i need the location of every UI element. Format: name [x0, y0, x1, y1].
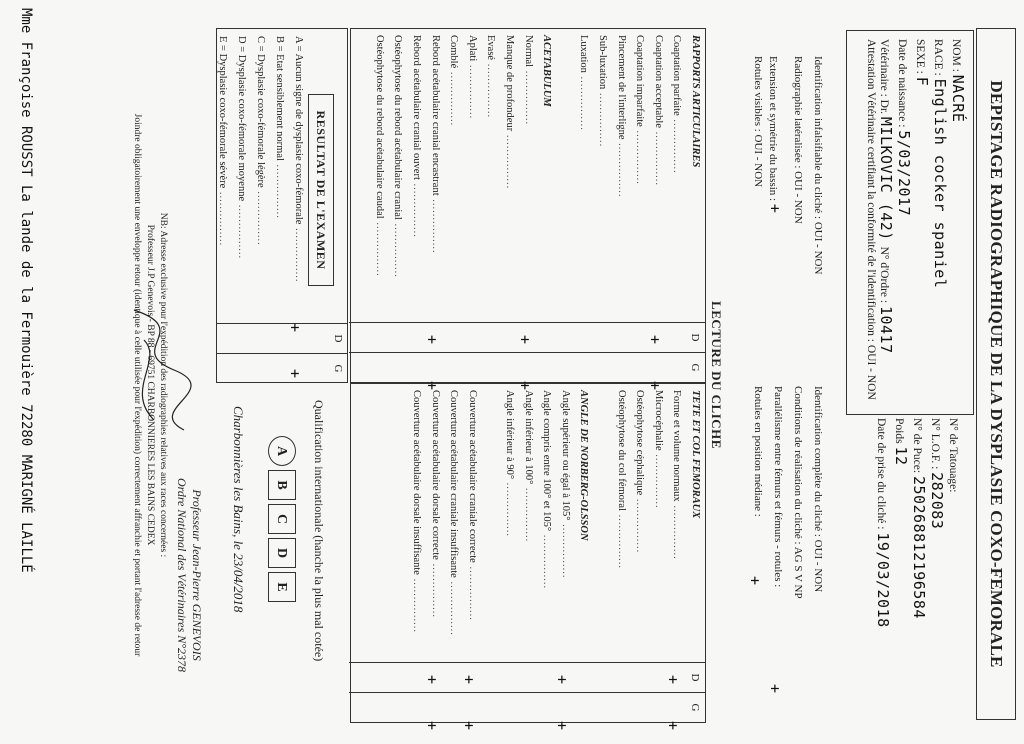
tete-label: Ostéophytose céphalique	[634, 390, 646, 496]
nb-line-1: NB: Adresse exclusive pour l'expédition des radiographies relatives aux races concernées :	[158, 212, 168, 558]
rapports-label: Pincement de l'interligne	[615, 35, 627, 140]
dot-leader: ...............	[559, 520, 571, 579]
professeur-name: Professeur Jean-Pierre GENEVOIS	[190, 489, 204, 661]
col-g-label: G	[689, 703, 701, 712]
resultat-label: E = Dysplasie coxo-fémorale sévère	[217, 36, 228, 189]
cliche-l2-right: Conditions de réalisation du cliché : AG S V NP	[792, 386, 804, 599]
acetabulum-label: Ostéophytose du rebord acétabulaire cranial	[392, 35, 404, 220]
acetabulum-row	[385, 35, 404, 278]
prise-value: 19/03/2018	[874, 532, 892, 628]
acetabulum-label: Evasé	[485, 35, 497, 61]
acetabulum-row	[366, 35, 385, 278]
norberg-row	[515, 390, 534, 636]
rapports-section-title: RAPPORTS ARTICULAIRES	[690, 35, 701, 168]
couverture-row	[422, 390, 441, 744]
couverture-row	[404, 390, 423, 636]
identity-right	[874, 418, 964, 728]
resultat-label: A = Aucun signe de dysplasie coxo-fémorale	[293, 36, 304, 225]
vet-value: MILKOVIC (42)	[877, 116, 895, 241]
tete-label: Forme et volume normaux	[671, 390, 683, 502]
rapports-row	[627, 35, 646, 278]
dot-leader: ...............	[448, 577, 460, 636]
dot-leader: ...............	[466, 562, 478, 621]
acetabulum-row	[404, 35, 423, 278]
resultat-row	[209, 36, 228, 282]
grade-box-e: E	[268, 572, 296, 602]
right-items	[404, 390, 702, 744]
rapports-row	[608, 35, 627, 278]
acetabulum-row	[515, 35, 534, 405]
resultat-row	[228, 36, 247, 282]
ordre-label: N° d'Ordre :	[878, 246, 890, 304]
cliche-l4-right: Rotules en position médiane :	[752, 386, 764, 517]
spacer	[478, 390, 497, 636]
acetabulum-row	[496, 35, 515, 278]
resultat-row	[285, 36, 304, 393]
acetabulum-row	[459, 35, 478, 278]
grade-box-d: D	[268, 538, 296, 568]
acetabulum-label: Normal	[522, 35, 534, 68]
acetabulum-row	[441, 35, 460, 278]
lecture-title: LECTURE DU CLICHE	[709, 301, 724, 449]
naissance-value: 5/03/2017	[895, 130, 913, 217]
result-col-g	[216, 353, 348, 383]
dot-leader: ...............	[634, 126, 646, 185]
vet-label: Vétérinaire : Dr.	[878, 39, 890, 115]
professeur-ordre: Ordre National des Vétérinaires N°2378	[175, 477, 189, 673]
dot-leader: ...............	[373, 218, 385, 277]
dot-leader: ...............	[522, 484, 534, 543]
tete-label: Microcéphalie	[652, 390, 664, 451]
rapports-row	[571, 35, 590, 278]
dot-leader: ...............	[541, 531, 553, 590]
dot-leader: ...............	[429, 195, 441, 254]
table-left	[350, 28, 706, 405]
norberg-label: Angle inférieur à 100°	[522, 390, 534, 485]
dot-leader: ...............	[634, 495, 646, 554]
cliche-l3-left-mark: +	[766, 203, 784, 214]
tatouage-label: N° de Tatouage:	[947, 418, 959, 493]
nom-label: NOM :	[950, 39, 962, 72]
result-col-g-label: G	[332, 364, 344, 373]
acetabulum-label: Comblé	[448, 35, 460, 69]
dot-leader: ...............	[485, 60, 497, 119]
poids-label: Poids	[893, 418, 905, 444]
col-d-label: D	[689, 333, 701, 342]
acetabulum-label: Rebord acétabulaire cranial ouvert	[411, 35, 423, 180]
couverture-row	[441, 390, 460, 636]
couverture-label: Couverture acétabulaire craniale insuffisante	[448, 390, 460, 578]
norberg-label: Angle supérieur ou égal à 105°	[559, 390, 571, 521]
nb-block	[130, 40, 169, 730]
resultat-mark: + +	[286, 323, 304, 393]
couverture-mark: + +	[422, 675, 441, 744]
norberg-section-title: ANGLE DE NORBERG-OLSSON	[578, 390, 590, 541]
rapports-row	[645, 35, 664, 405]
col-g-right	[349, 692, 705, 722]
spacer	[552, 35, 571, 278]
spacer	[589, 390, 608, 636]
attestation-text: Attestation Vétérinaire certifiant la conformité de l'identification : OUI - NON	[865, 39, 877, 400]
norberg-label: Angle compris entre 100° et 105°	[541, 390, 553, 532]
tete-mark: + +	[664, 675, 683, 744]
acetabulum-label: Manque de profondeur	[504, 35, 516, 132]
cliche-info	[726, 56, 824, 716]
cliche-l4-right-mark: +	[746, 576, 764, 586]
norberg-label: Angle inférieur à 90°	[504, 390, 516, 480]
dot-leader: ...............	[615, 511, 627, 570]
puce-value: 250268812196584	[910, 475, 928, 619]
resultat-label: C = Dysplasie coxo-fémorale légère	[255, 36, 266, 188]
acetabulum-label: Ostéophytose du rebord acétabulaire caudal	[373, 35, 385, 219]
race-label: RACE :	[932, 39, 944, 76]
poids-value: 12	[892, 446, 910, 466]
lof-value: 282083	[928, 472, 946, 530]
acetabulum-mark: + +	[422, 335, 441, 405]
dot-leader: ...............	[671, 115, 683, 174]
dot-leader: ...............	[466, 61, 478, 120]
resultat-label: D = Dysplasie coxo-fémorale moyenne	[236, 36, 247, 202]
couverture-mark: + +	[459, 675, 478, 744]
result-title: RESULTAT DE L'EXAMEN	[308, 94, 334, 286]
dot-leader: ...............	[255, 187, 266, 246]
acetabulum-mark: + +	[515, 335, 534, 405]
dot-leader: ...............	[504, 479, 516, 538]
dot-leader: ...............	[615, 139, 627, 198]
cliche-l3-left: Extension et symétrie du bassin :	[767, 56, 779, 202]
cliche-l1-right: Identification complète du cliché : OUI - NON	[812, 386, 824, 593]
rapports-label: Coaptation parfaite	[671, 35, 683, 116]
resultat-label: B = Etat sensiblement normal	[274, 36, 285, 161]
tete-row	[645, 390, 664, 636]
rapports-mark: + +	[645, 335, 664, 405]
dot-leader: ...............	[411, 574, 423, 633]
dot-leader: ...............	[597, 89, 609, 148]
rapports-label: Sub-luxation	[597, 35, 609, 90]
dot-leader: ...............	[522, 67, 534, 126]
resultat-row	[266, 36, 285, 282]
grade-box-a: A	[268, 436, 296, 466]
couverture-row	[459, 390, 478, 744]
nb-line-2: Professeur J.P Genevois - BP 88 - 69751 CHARBONNIERES LES BAINS CEDEX	[145, 224, 155, 546]
norberg-row	[552, 390, 571, 744]
dot-leader: ...............	[448, 68, 460, 127]
rapports-row	[664, 35, 683, 278]
result-col-d-label: D	[332, 334, 344, 343]
result-items	[209, 36, 304, 393]
norberg-row	[534, 390, 553, 636]
tete-section-title: TETE ET COL FEMORAUX	[690, 390, 701, 519]
dot-leader: ...............	[652, 128, 664, 186]
nom-value: NACRÉ	[949, 74, 967, 123]
tete-label: Ostéophytose du col fémoral	[615, 390, 627, 512]
cliche-l2-left: Radiographie latéralisée : OUI - NON	[792, 56, 804, 224]
col-d-right	[349, 662, 705, 692]
acetabulum-section-title: ACETABULUM	[541, 35, 553, 107]
cliche-l3-right: Parallélisme entre fémurs et fémurs - rotules :	[772, 386, 784, 588]
sexe-value: F	[913, 76, 931, 87]
prise-label: Date de prise du cliché :	[875, 418, 887, 530]
left-items	[366, 35, 701, 405]
city-date: Charbonnières les Bains, le 23/04/2018	[231, 406, 246, 613]
dot-leader: ...............	[274, 160, 285, 219]
grade-box-b: B	[268, 470, 296, 500]
tete-row	[664, 390, 683, 744]
dot-leader: ...............	[293, 224, 304, 283]
sexe-label: SEXE :	[914, 39, 926, 74]
acetabulum-label: Rebord acétabulaire cranial encastrant	[429, 35, 441, 196]
form-title: DEPISTAGE RADIOGRAPHIQUE DE LA DYSPLASIE COXO-FEMORALE	[976, 28, 1016, 720]
cliche-l3-right-mark: +	[766, 684, 784, 694]
couverture-label: Couverture acétabulaire dorsale insuffisante	[411, 390, 423, 575]
dot-leader: ...............	[236, 201, 247, 260]
norberg-mark: + +	[552, 675, 571, 744]
dot-leader: ...............	[217, 188, 228, 247]
couverture-label: Couverture acétabulaire craniale correcte	[466, 390, 478, 563]
nb-line-3: Joindre obligatoirement une enveloppe retour (identique à celle utilisée pour l'expédition) correctement affranchie et portant l'adresse de retour	[132, 113, 142, 657]
norberg-row	[496, 390, 515, 636]
dot-leader: ...............	[504, 131, 516, 190]
dot-leader: ...............	[578, 72, 590, 131]
acetabulum-label: Aplati	[466, 35, 478, 62]
handwritten-address: Mme Françoise ROUSST La lande de la Fermouière 72280 MARIGNÉ LAILLÉ	[18, 8, 34, 573]
tete-row	[627, 390, 646, 636]
puce-label: N° de Puce:	[911, 418, 923, 474]
couverture-label: Couverture acétabulaire dorsale correcte	[429, 390, 441, 560]
lof-label: N° L.O.F. :	[929, 418, 941, 470]
identity-box	[846, 30, 974, 415]
rapports-row	[589, 35, 608, 278]
dot-leader: ...............	[671, 501, 683, 560]
race-value: English cocker spaniel	[931, 78, 949, 289]
acetabulum-row	[422, 35, 441, 405]
grade-box-c: C	[268, 504, 296, 534]
dot-leader: ...............	[652, 450, 664, 509]
naissance-label: Date de naissance :	[896, 39, 908, 128]
col-g-label: G	[689, 363, 701, 372]
col-d-label: D	[689, 673, 701, 682]
qualification-text: Qualification internationale (hanche la plus mal cotée)	[312, 400, 326, 662]
tete-row	[608, 390, 627, 636]
cliche-l1-left: Identification infalsifiable du cliché : OUI - NON	[812, 56, 824, 275]
rapports-label: Luxation	[578, 35, 590, 73]
dot-leader: ...............	[411, 179, 423, 238]
rapports-label: Coaptation acceptable	[652, 35, 664, 128]
result-col-d	[216, 323, 348, 353]
cliche-l4-left: Rotules visibles : OUI - NON	[752, 56, 764, 188]
rapports-label: Coaptation imparfaite	[634, 35, 646, 127]
acetabulum-row	[478, 35, 497, 278]
resultat-row	[247, 36, 266, 282]
dot-leader: ...............	[429, 559, 441, 618]
dot-leader: ...............	[392, 219, 404, 278]
professeur-block	[174, 460, 204, 690]
table-right	[350, 383, 706, 744]
ordre-value: 10417	[877, 305, 895, 354]
